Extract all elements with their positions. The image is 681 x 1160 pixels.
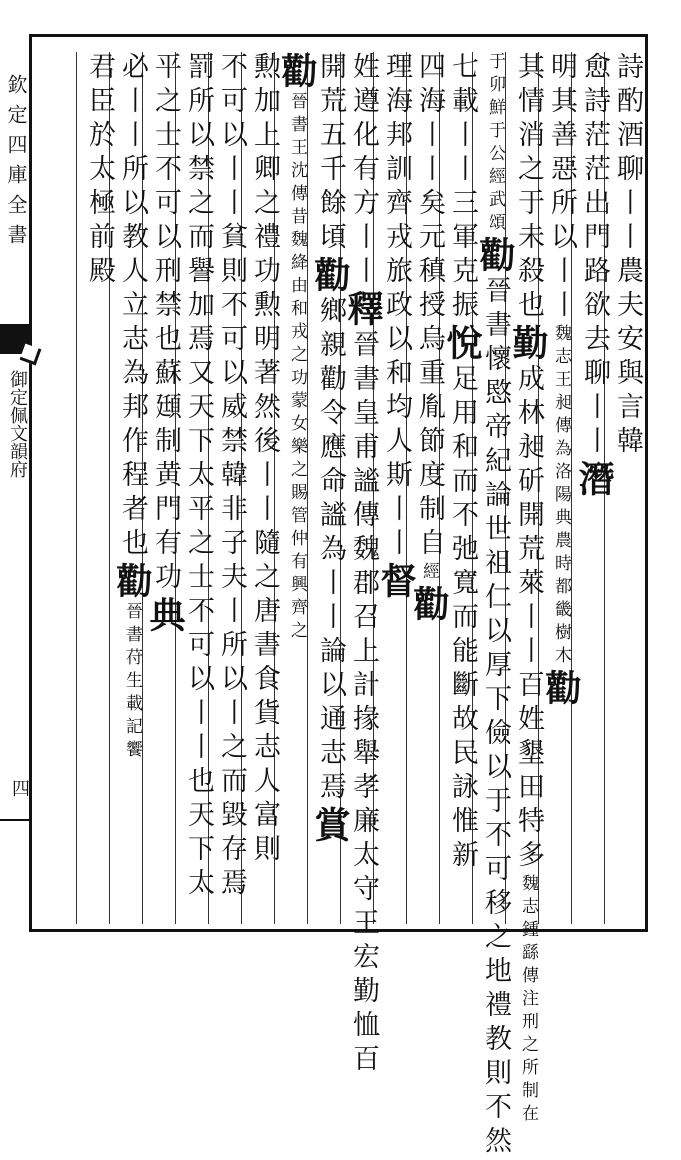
- body-text: 平之士不可以刑禁也蘇頲制黄門有功: [150, 52, 181, 596]
- margin-header: 欽定四庫全書: [4, 74, 28, 254]
- body-text: 于不可移之地禮教則不然: [480, 786, 511, 1160]
- entry-headword: 勸: [540, 669, 582, 709]
- citation-text: 經: [419, 562, 439, 585]
- text-column: [76, 52, 115, 924]
- body-text: 必丨丨所以教人立志為邦作程者也: [117, 52, 148, 562]
- body-text: 理海邦訓齊戎旅政以和均人斯丨丨: [381, 52, 412, 562]
- body-text: 四海丨丨矣元稹授烏重胤節度制自: [414, 52, 445, 562]
- entry-headword: 悅: [441, 324, 483, 364]
- body-text: 明其善惡所以丨丨: [546, 52, 577, 324]
- body-text: 愈詩茫茫出門路欲去聊丨丨: [579, 52, 610, 460]
- page-number: 四: [4, 779, 30, 797]
- body-text: 晉書皇甫謐傳魏郡召上計掾舉孝廉: [348, 330, 379, 840]
- column-text: [77, 52, 121, 290]
- body-text: 晉書懷愍帝紀論世祖仁以厚下儉以: [480, 276, 511, 786]
- fishtail-mark: [0, 324, 32, 354]
- entry-headword: 釋: [342, 290, 384, 330]
- body-text: 君臣於太極前殿: [84, 52, 115, 290]
- body-text: 七載丨丨三軍克振: [447, 52, 478, 324]
- citation-text: 于卯鮮于公經武頌: [485, 52, 505, 236]
- body-text: 詩酌酒聊丨丨農夫安與言韓: [612, 52, 643, 460]
- entry-headword: 典: [144, 596, 186, 636]
- body-text: 太守王宏勤恤百: [348, 840, 379, 1078]
- body-text: 勲加上卿之禮功勲明著然後丨丨隨之唐書食貨志人富則: [249, 52, 280, 868]
- body-text: 開荒五千餘頃: [315, 52, 346, 256]
- source-title: 御定佩文韻府: [7, 370, 28, 478]
- citation-text: 魏志王昶傳為洛陽典農時都畿樹木: [551, 324, 571, 669]
- entry-headword: 勸: [276, 52, 318, 92]
- entry-headword: 勸: [309, 256, 351, 296]
- entry-headword: 督: [375, 562, 417, 602]
- entry-headword: 賞: [309, 806, 351, 846]
- body-text: 鄉親勸令應命謐為丨丨論以通志焉: [315, 296, 346, 806]
- entry-headword: 勸: [474, 236, 516, 276]
- body-text: 足用和而不弛寬而能斷故民詠惟新: [447, 364, 478, 874]
- body-text: 不可以丨丨貧則不可以威禁韓非子夫丨所以丨之而毀存焉: [216, 52, 247, 902]
- citation-text: 魏志鍾繇傳注刑之所制在: [518, 874, 538, 1127]
- entry-headword: 潛: [573, 460, 615, 500]
- margin-strip: [0, 34, 32, 932]
- body-text: 姓遵化有方丨丨: [348, 52, 379, 290]
- citation-text: 晉書王沈傳昔魏絳由和戎之功蒙女樂之賜管仲有興齊之: [287, 92, 307, 644]
- entry-headword: 勸: [408, 585, 450, 625]
- entry-headword: 勸: [111, 562, 153, 602]
- citation-text: 晉書苻生載記饗: [122, 602, 142, 763]
- entry-headword: 勤: [507, 324, 549, 364]
- body-text: 其情消之于未殺也: [513, 52, 544, 324]
- body-text: 成林昶斫開荒萊丨丨百姓墾田特多: [513, 364, 544, 874]
- body-text: 罰所以禁之而譽加焉又天下太平之士不可以丨丨也天下太: [183, 52, 214, 902]
